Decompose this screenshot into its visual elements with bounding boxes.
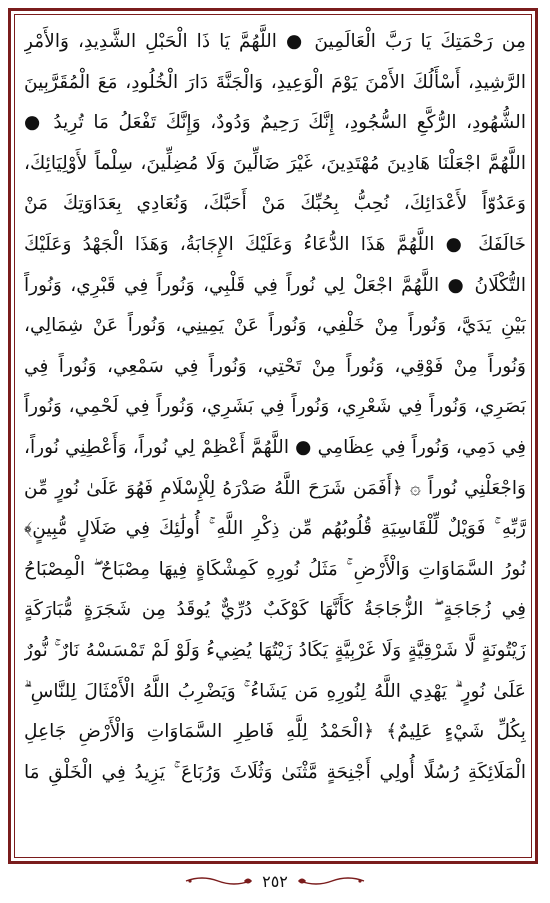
text-line: فِي زُجَاجَةٍ ۖ الزُّجَاجَةُ كَأَنَّهَا كَوْكَبٌ دُرِّيٌّ يُوقَدُ مِن شَجَرَةٍ مُّبَارَكَةٍ: [24, 599, 526, 621]
text-line: بِكُلِّ شَيْءٍ عَلِيمٌ﴾ ﴿الْحَمْدُ لِلَّهِ فَاطِرِ السَّمَاوَاتِ وَالْأَرْضِ جَاعِلِ: [24, 721, 526, 743]
prayer-text-block: [24, 22, 526, 852]
text-line: وَنُوراً مِنْ فَوْقِي، وَنُوراً مِنْ تَحْتِي، وَنُوراً فِي سَمْعِي، وَنُوراً فِي: [24, 355, 526, 377]
text-line: رَّبِّهِ ۚ فَوَيْلٌ لِّلْقَاسِيَةِ قُلُوبُهُم مِّن ذِكْرِ اللَّهِ ۚ أُولَٰئِكَ فِي ضَلَالٍ مُّبِينٍ﴾: [24, 518, 526, 540]
text-line: عَلَىٰ نُورٍ ۗ يَهْدِي اللَّهُ لِنُورِهِ مَن يَشَاءُ ۚ وَيَضْرِبُ اللَّهُ الْأَمْثَالَ لِلنَّاسِ ۗ: [24, 680, 526, 702]
text-line: زَيْتُونَةٍ لَّا شَرْقِيَّةٍ وَلَا غَرْبِيَّةٍ يَكَادُ زَيْتُهَا يُضِيءُ وَلَوْ لَمْ تَمْسَسْهُ نَارٌ ۚ نُّورٌ: [24, 639, 526, 661]
text-line: نُورُ السَّمَاوَاتِ وَالْأَرْضِ ۚ مَثَلُ نُورِهِ كَمِشْكَاةٍ فِيهَا مِصْبَاحٌ ۖ الْمِصْبَاحُ: [24, 558, 526, 580]
text-line: الرَّشِيدِ، أَسْأَلُكَ الأَمْنَ يَوْمَ الْوَعِيدِ، وَالْجَنَّةَ دَارَ الْخُلُودِ، مَعَ الْمُقَرَّبِينَ: [24, 71, 526, 93]
right-flourish-icon: [296, 873, 366, 889]
left-flourish-icon: [184, 873, 254, 889]
text-line: اللَّهُمَّ اجْعَلْنَا هَادِينَ مُهْتَدِينَ، غَيْرَ ضَالِّينَ وَلَا مُضِلِّينَ، سِلْماً لأَوْلِيَائِكَ،: [24, 152, 526, 174]
text-line: وَعَدُوّاً لأَعْدَائِكَ، نُحِبُّ بِحُبِّكَ مَنْ أَحَبَّكَ، وَنُعَادِي بِعَدَاوَتِكَ مَنْ: [24, 193, 526, 215]
text-line: بَيْنِ يَدَيَّ، وَنُوراً مِنْ خَلْفِي، وَنُوراً عَنْ يَمِينِي، وَنُوراً عَنْ شِمَالِي،: [24, 315, 526, 337]
text-line: خَالَفَكَ ● اللَّهُمَّ هَذَا الدُّعَاءُ وَعَلَيْكَ الإِجَابَةُ، وَهَذَا الْجَهْدُ وَعَلَيْكَ: [24, 233, 526, 255]
text-line: وَاجْعَلْنِي نُوراً ۞ ﴿أَفَمَن شَرَحَ اللَّهُ صَدْرَهُ لِلْإِسْلَامِ فَهُوَ عَلَىٰ نُورٍ مِّن: [24, 477, 526, 499]
text-line: فِي دَمِي، وَنُوراً فِي عِظَامِي ● اللَّهُمَّ أَعْظِمْ لِي نُوراً، وَأَعْطِنِي نُوراً،: [24, 436, 526, 458]
page-number: ٢٥٢: [262, 871, 288, 891]
text-line: بَصَرِي، وَنُوراً فِي شَعْرِي، وَنُوراً فِي بَشَرِي، وَنُوراً فِي لَحْمِي، وَنُوراً: [24, 396, 526, 418]
text-line: الْمَلَائِكَةِ رُسُلًا أُولِي أَجْنِحَةٍ مَّثْنَىٰ وَثُلَاثَ وَرُبَاعَ ۚ يَزِيدُ فِي الْخَلْقِ مَا: [24, 761, 526, 783]
page-footer: [0, 866, 550, 896]
text-line: التُّكْلَانُ ● اللَّهُمَّ اجْعَلْ لِي نُوراً فِي قَلْبِي، وَنُوراً فِي قَبْرِي، وَنُوراً: [24, 274, 526, 296]
text-line: الشُّهُودِ، الرُّكَّعِ السُّجُودِ، إِنَّكَ رَحِيمٌ وَدُودٌ، وَإِنَّكَ تَفْعَلُ مَا تُرِيدُ ●: [24, 112, 526, 134]
text-line: مِن رَحْمَتِكَ يَا رَبَّ الْعَالَمِينَ ● اللَّهُمَّ يَا ذَا الْحَبْلِ الشَّدِيدِ، وَالأَمْرِ: [24, 31, 526, 52]
